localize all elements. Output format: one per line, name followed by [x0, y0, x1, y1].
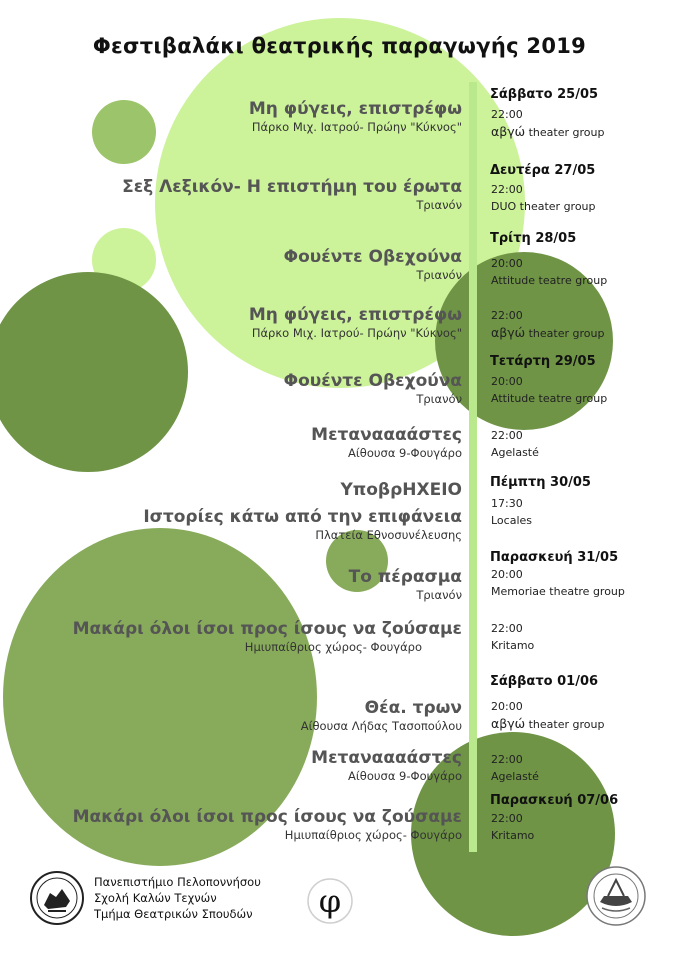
schedule-slot: [491, 307, 604, 342]
slot-time: 22:00: [491, 753, 523, 766]
slot-group: DUO theater group: [491, 200, 596, 213]
phi-logo-icon: [305, 876, 355, 926]
event-item: [284, 371, 462, 407]
event-title: Μη φύγεις, επιστρέφω: [248, 99, 462, 119]
decor-circle-dark: [0, 272, 188, 472]
event-title: Φουέντε Οβεχούνα: [283, 247, 462, 267]
footer-university: Πανεπιστήμιο Πελοποννήσου: [94, 875, 261, 889]
event-item: [301, 698, 462, 734]
schedule-slot: [491, 255, 607, 289]
event-item: [284, 247, 462, 283]
slot-group: Agelasté: [491, 446, 539, 459]
event-item: [249, 305, 462, 341]
schedule-slot: [491, 810, 534, 844]
event-title: Φουέντε Οβεχούνα: [283, 371, 462, 391]
schedule-day: Σάββατο 25/05: [490, 87, 599, 102]
schedule-slot: [491, 751, 539, 785]
footer-department: Τμήμα Θεατρικών Σπουδών: [94, 907, 253, 921]
event-title: Μεταναααάστες: [311, 748, 462, 768]
event-title: Θέα. τρων: [364, 698, 462, 718]
slot-time: 20:00: [491, 257, 523, 270]
schedule-slot: [491, 620, 534, 654]
schedule-day: Σάββατο 01/06: [490, 674, 599, 689]
schedule-day: Τρίτη 28/05: [490, 231, 577, 246]
slot-time: 22:00: [491, 429, 523, 442]
slot-time: 20:00: [491, 568, 523, 581]
event-venue: Τριανόν: [416, 198, 462, 212]
schedule-day: Πέμπτη 30/05: [490, 475, 591, 490]
slot-group-name: αβγώ: [491, 325, 526, 340]
event-item: [311, 425, 462, 461]
timeline-bar: [469, 82, 477, 852]
slot-group: Kritamo: [491, 829, 535, 842]
event-title: Μακάρι όλοι ίσοι προς ίσους να ζούσαμε: [72, 807, 462, 827]
slot-group: theater group: [525, 327, 605, 340]
event-item: [122, 177, 462, 213]
slot-group: Kritamo: [491, 639, 535, 652]
decor-circle-small: [92, 100, 156, 164]
slot-group: Locales: [491, 514, 533, 527]
slot-group: theater group: [525, 126, 605, 139]
event-title: Μεταναααάστες: [311, 425, 462, 445]
event-venue: Ημιυπαίθριος χώρος- Φουγάρο: [284, 828, 462, 842]
event-item: [349, 567, 462, 603]
slot-time: 20:00: [491, 700, 523, 713]
schedule-slot: [491, 106, 604, 141]
event-title: Μη φύγεις, επιστρέφω: [248, 305, 462, 325]
event-item: [143, 507, 462, 543]
event-venue: Πάρκο Μιχ. Ιατρού- Πρώην "Κύκνος": [251, 120, 462, 134]
schedule-day: Παρασκευή 31/05: [490, 550, 619, 565]
slot-time: 22:00: [491, 622, 523, 635]
footer-institution: [94, 874, 261, 922]
event-item: [341, 480, 463, 501]
event-venue: Τριανόν: [416, 392, 462, 406]
slot-group-name: αβγώ: [491, 716, 526, 731]
municipality-seal-icon: [586, 866, 646, 926]
event-item: [73, 619, 462, 655]
schedule-slot: [491, 495, 532, 529]
schedule-day: Δευτέρα 27/05: [490, 163, 596, 178]
slot-time: 20:00: [491, 375, 523, 388]
slot-time: 22:00: [491, 108, 523, 121]
event-venue: Τριανόν: [416, 588, 462, 602]
event-venue: Τριανόν: [416, 268, 462, 282]
schedule-slot: [491, 566, 625, 600]
event-item: [73, 807, 462, 843]
poster-title: Φεστιβαλάκι θεατρικής παραγωγής 2019: [92, 34, 587, 58]
slot-group: Attitude teatre group: [491, 392, 608, 405]
event-venue: Πάρκο Μιχ. Ιατρού- Πρώην "Κύκνος": [251, 326, 462, 340]
event-item: [249, 99, 462, 135]
event-title: Μακάρι όλοι ίσοι προς ίσους να ζούσαμε: [72, 619, 462, 639]
event-venue: Αίθουσα 9-Φουγάρο: [348, 769, 462, 783]
event-venue: Αίθουσα Λήδας Τασοπούλου: [300, 719, 462, 733]
event-title: ΥποβρΗΧΕΙΟ: [340, 480, 462, 500]
event-item: [311, 748, 462, 784]
phi-logo-symbol: φ: [318, 882, 342, 920]
slot-time: 22:00: [491, 309, 523, 322]
university-seal-icon: [30, 871, 84, 925]
schedule-slot: [491, 427, 539, 461]
slot-group: Agelasté: [491, 770, 539, 783]
schedule-day: Παρασκευή 07/06: [490, 793, 619, 808]
slot-group: Memoriae theatre group: [491, 585, 625, 598]
slot-time: 17:30: [491, 497, 523, 510]
event-title: Το πέρασμα: [348, 567, 462, 587]
footer-school: Σχολή Καλών Τεχνών: [94, 891, 217, 905]
slot-time: 22:00: [491, 183, 523, 196]
schedule-slot: [491, 181, 596, 215]
event-venue: Πλατεία Εθνοσυνέλευσης: [315, 528, 462, 542]
slot-group: Attitude teatre group: [491, 274, 608, 287]
slot-time: 22:00: [491, 812, 523, 825]
event-title: Ιστορίες κάτω από την επιφάνεια: [143, 507, 462, 527]
schedule-slot: [491, 373, 607, 407]
slot-group: theater group: [525, 718, 605, 731]
slot-group-name: αβγώ: [491, 124, 526, 139]
schedule-day: Τετάρτη 29/05: [490, 354, 596, 369]
event-venue: Αίθουσα 9-Φουγάρο: [348, 446, 462, 460]
schedule-slot: [491, 698, 604, 733]
event-title: Σεξ Λεξικόν- Η επιστήμη του έρωτα: [122, 177, 462, 197]
event-venue: Ημιυπαίθριος χώρος- Φουγάρο: [244, 640, 422, 654]
